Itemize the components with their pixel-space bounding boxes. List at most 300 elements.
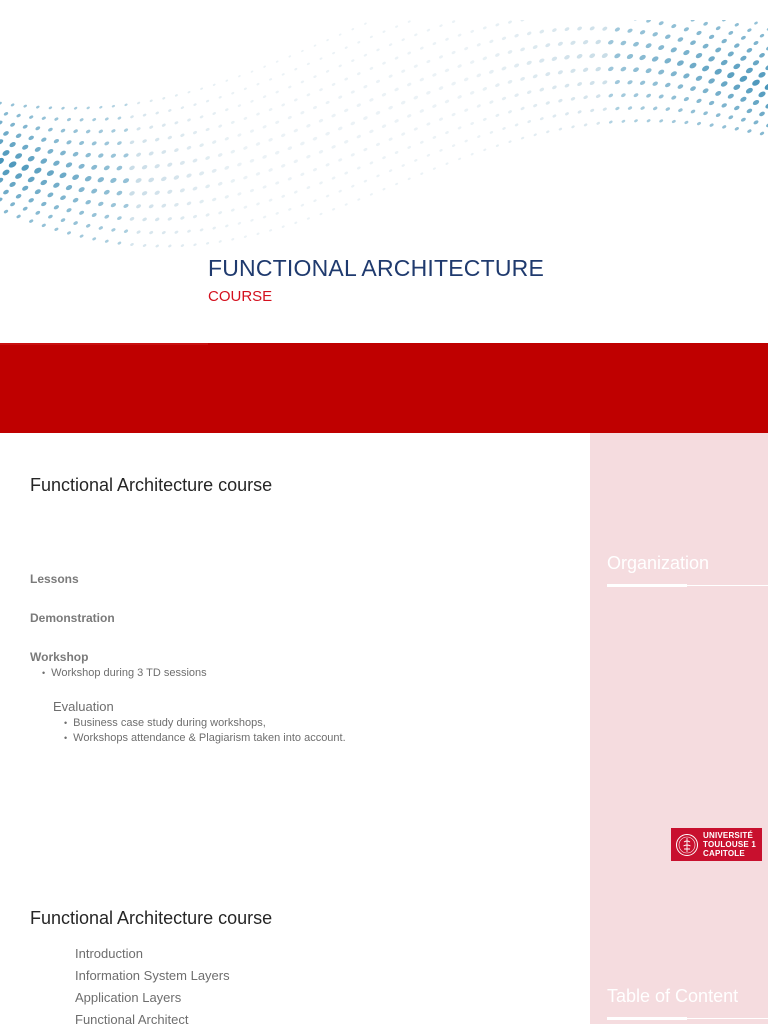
- wave-dot: [205, 127, 210, 131]
- wave-dot: [382, 188, 386, 191]
- wave-dot: [703, 21, 709, 26]
- wave-dot: [230, 178, 236, 183]
- wave-dot: [571, 125, 575, 129]
- wave-dot: [263, 65, 266, 68]
- wave-dot: [602, 26, 608, 32]
- wave-dot: [173, 174, 180, 180]
- wave-dot: [0, 157, 5, 166]
- wave-dot: [501, 96, 506, 101]
- wave-dot: [287, 177, 292, 181]
- wave-dot: [588, 52, 596, 59]
- wave-dot: [192, 130, 197, 135]
- wave-dot: [180, 106, 184, 110]
- wave-dot: [651, 55, 659, 62]
- wave-dot: [670, 70, 678, 77]
- wave-dot: [438, 86, 444, 91]
- wave-dot: [682, 72, 690, 79]
- wave-dot: [312, 105, 317, 109]
- wave-dot: [66, 231, 71, 236]
- wave-dot: [576, 53, 583, 60]
- wave-dot: [627, 28, 634, 34]
- logo-text-line: CAPITOLE: [703, 849, 745, 858]
- wave-dot: [469, 60, 474, 65]
- wave-dot: [759, 131, 765, 136]
- wave-dot: [545, 101, 550, 106]
- wave-dot: [546, 130, 550, 134]
- wave-dot: [558, 98, 563, 103]
- wave-dot: [116, 190, 123, 197]
- wave-dot: [451, 144, 455, 148]
- wave-dot: [175, 94, 179, 97]
- wave-dot: [363, 84, 368, 88]
- wave-dot: [92, 117, 97, 121]
- wave-dot: [256, 112, 261, 116]
- wave-dot: [614, 79, 621, 85]
- wave-dot: [551, 56, 558, 62]
- wave-dot: [275, 90, 279, 94]
- wave-dot: [626, 53, 634, 60]
- wave-dot: [231, 238, 235, 241]
- wave-dot: [319, 212, 323, 215]
- wave-dot: [532, 74, 538, 80]
- wave-dot: [714, 90, 722, 97]
- wave-dot: [338, 95, 343, 99]
- wave-dot: [477, 135, 481, 139]
- wave-dot: [78, 210, 84, 216]
- panel-title: Table of Content: [607, 986, 739, 1006]
- wave-dot: [168, 244, 172, 248]
- wave-dot: [350, 90, 355, 94]
- wave-dot: [601, 52, 609, 59]
- wave-dot: [91, 141, 97, 147]
- wave-dot: [689, 85, 696, 92]
- wave-dot: [658, 94, 664, 100]
- wave-dot: [218, 211, 223, 215]
- panel-divider-accent: [607, 1017, 687, 1020]
- wave-dot: [0, 138, 4, 145]
- wave-dot: [439, 24, 443, 28]
- wave-dot: [495, 83, 501, 88]
- wave-dot: [388, 169, 392, 173]
- wave-dot: [589, 80, 595, 86]
- wave-dot: [676, 59, 685, 67]
- wave-dot: [268, 137, 273, 142]
- wave-dot: [419, 140, 424, 144]
- wave-dot: [130, 115, 135, 119]
- wave-dot: [243, 116, 248, 120]
- wave-dot: [313, 199, 317, 203]
- title-slide: [0, 0, 768, 433]
- wave-dot: [123, 229, 128, 234]
- wave-dot: [464, 139, 468, 143]
- wave-dot: [444, 99, 449, 104]
- wave-dot: [97, 201, 104, 207]
- wave-dot: [104, 141, 110, 146]
- wave-dot: [255, 142, 260, 147]
- wave-dot: [36, 105, 40, 109]
- wave-dot: [527, 120, 532, 124]
- wave-dot: [457, 33, 462, 37]
- wave-dot: [111, 227, 116, 232]
- wave-dot: [414, 33, 418, 37]
- wave-dot: [14, 172, 23, 180]
- wave-dot: [426, 59, 431, 63]
- wave-dot: [21, 144, 29, 151]
- wave-dot: [155, 111, 159, 115]
- wave-dot: [432, 72, 437, 77]
- wave-dot: [463, 77, 469, 82]
- wave-dot: [381, 92, 386, 97]
- wave-dot: [237, 104, 241, 108]
- wave-dot: [696, 98, 703, 104]
- wave-dot: [1, 149, 10, 157]
- wave-dot: [78, 163, 86, 170]
- wave-dot: [9, 141, 17, 148]
- wave-dot: [54, 227, 59, 232]
- wave-dot: [689, 39, 696, 46]
- wave-dot: [262, 125, 267, 129]
- wave-dot: [747, 129, 752, 134]
- wave-dot: [590, 108, 595, 113]
- table-of-content-slide: [0, 866, 768, 1024]
- wave-dot: [325, 131, 331, 136]
- wave-dot: [104, 117, 109, 121]
- wave-dot: [419, 109, 424, 114]
- wave-dot: [557, 69, 563, 75]
- wave-dot: [702, 87, 710, 94]
- wave-dot: [287, 146, 293, 151]
- wave-dot: [86, 106, 90, 110]
- wave-dot: [721, 38, 728, 44]
- logo-text-line: TOULOUSE 1: [703, 840, 756, 849]
- wave-dot: [407, 177, 411, 180]
- wave-dot: [438, 117, 443, 121]
- wave-dot: [268, 108, 273, 112]
- wave-dot: [66, 117, 71, 122]
- wave-dot: [388, 137, 393, 141]
- wave-dot: [269, 229, 273, 232]
- wave-dot: [438, 55, 443, 59]
- wave-dot: [759, 33, 765, 38]
- wave-dot: [21, 185, 29, 192]
- wave-dot: [275, 60, 278, 63]
- wave-dot: [142, 113, 147, 117]
- wave-dot: [753, 120, 759, 126]
- wave-dot: [72, 151, 79, 157]
- wave-dot: [225, 224, 229, 228]
- wave-dot: [533, 103, 538, 108]
- wave-dot: [583, 123, 587, 127]
- wave-dot: [237, 192, 242, 196]
- wave-dot: [16, 113, 21, 118]
- wave-dot: [508, 140, 512, 144]
- wave-dot: [595, 66, 602, 72]
- wave-dot: [205, 213, 210, 217]
- wave-dot: [633, 20, 639, 21]
- wave-dot: [243, 235, 247, 238]
- wave-dot: [514, 123, 519, 127]
- wave-dot: [690, 20, 696, 22]
- wave-dot: [116, 215, 122, 220]
- wave-dot: [180, 133, 185, 138]
- wave-dot: [407, 145, 412, 149]
- wave-dot: [141, 164, 148, 170]
- wave-dot: [205, 155, 211, 160]
- wave-dot: [91, 212, 97, 218]
- wave-dot: [186, 145, 192, 150]
- wave-dot: [179, 160, 185, 166]
- wave-dot: [363, 147, 368, 151]
- wave-dot: [281, 225, 285, 228]
- wave-dot: [249, 188, 254, 192]
- wave-dot: [293, 128, 298, 133]
- wave-dot: [212, 83, 216, 86]
- wave-dot: [458, 157, 462, 160]
- side-panel: [590, 433, 768, 866]
- wave-dot: [690, 109, 696, 114]
- wave-dot: [734, 126, 739, 131]
- wave-dot: [313, 75, 317, 79]
- wave-dot: [275, 212, 279, 216]
- wave-dot: [733, 42, 740, 48]
- wave-dot: [413, 95, 419, 100]
- wave-dot: [34, 146, 42, 153]
- wave-dot: [337, 126, 343, 131]
- wave-dot: [294, 221, 298, 224]
- wave-dot: [22, 206, 28, 212]
- wave-dot: [394, 119, 399, 124]
- wave-dot: [413, 127, 418, 131]
- wave-dot: [338, 158, 343, 162]
- wave-dot: [728, 30, 734, 35]
- wave-dot: [563, 54, 570, 60]
- wave-dot: [532, 44, 538, 50]
- wave-dot: [664, 34, 671, 40]
- wave-dot: [757, 90, 766, 98]
- slide-heading: Functional Architecture course: [30, 475, 273, 495]
- wave-dot: [116, 140, 122, 145]
- wave-dot: [495, 23, 500, 27]
- wave-dot: [332, 51, 336, 54]
- wave-dot: [243, 87, 247, 90]
- wave-dot: [59, 194, 66, 201]
- wave-dot: [432, 167, 436, 170]
- wave-dot: [375, 79, 380, 83]
- wave-dot: [344, 171, 349, 175]
- wave-dot: [199, 115, 204, 119]
- wave-dot: [338, 189, 342, 193]
- wave-dot: [136, 126, 141, 131]
- wave-dot: [2, 130, 9, 136]
- wave-dot: [34, 188, 42, 195]
- wave-dot: [470, 153, 474, 156]
- wave-dot: [614, 27, 621, 33]
- wave-dot: [683, 26, 690, 32]
- wave-dot: [432, 135, 437, 139]
- wave-dot: [343, 108, 348, 113]
- wave-dot: [520, 76, 526, 81]
- wave-dot: [526, 31, 532, 36]
- wave-dot: [577, 26, 583, 31]
- wave-dot: [325, 163, 330, 167]
- wave-dot: [657, 44, 665, 51]
- wave-dot: [351, 184, 355, 188]
- wave-dot: [482, 56, 488, 61]
- wave-dot: [369, 161, 374, 165]
- wave-dot: [60, 217, 66, 222]
- wave-dot: [627, 106, 632, 111]
- wave-dot: [589, 26, 595, 32]
- wave-dot: [300, 172, 305, 176]
- wave-dot: [356, 103, 361, 108]
- wave-dot: [98, 129, 104, 134]
- wave-dot: [212, 112, 216, 116]
- wave-dot: [15, 193, 22, 199]
- wave-dot: [287, 115, 292, 119]
- wave-dot: [73, 221, 79, 226]
- red-band: [0, 343, 768, 433]
- wave-dot: [645, 42, 653, 49]
- wave-dot: [620, 66, 627, 72]
- wave-dot: [262, 95, 266, 99]
- wave-dot: [445, 37, 450, 41]
- wave-dot: [602, 107, 607, 112]
- wave-dot: [356, 166, 361, 170]
- wave-dot: [54, 117, 59, 122]
- wave-dot: [110, 153, 117, 159]
- wave-dot: [179, 188, 185, 194]
- wave-dot: [236, 162, 242, 167]
- wave-dot: [476, 43, 481, 48]
- wave-dot: [33, 166, 42, 174]
- wave-dot: [703, 111, 709, 116]
- wave-dot: [364, 22, 367, 25]
- wave-dot: [695, 75, 703, 82]
- wave-dot: [445, 162, 449, 165]
- wave-dot: [577, 81, 583, 86]
- wave-dot: [577, 110, 582, 114]
- wave-dot: [225, 108, 229, 112]
- wave-dot: [109, 177, 117, 184]
- wave-dot: [306, 217, 310, 220]
- wave-dot: [262, 215, 266, 219]
- workshop-label: Workshop: [30, 650, 89, 664]
- wave-dot: [174, 230, 179, 234]
- wave-dot: [707, 55, 715, 62]
- wave-dot: [85, 223, 91, 228]
- wave-dot: [357, 198, 361, 201]
- wave-dot: [230, 120, 235, 124]
- wave-dot: [199, 199, 205, 204]
- wave-dot: [722, 125, 727, 130]
- wave-dot: [186, 201, 192, 206]
- wave-dot: [513, 63, 519, 69]
- wave-dot: [148, 151, 154, 157]
- wave-dot: [369, 66, 374, 70]
- wave-dot: [664, 57, 673, 65]
- wave-dot: [281, 194, 286, 198]
- wave-dot: [224, 195, 229, 200]
- wave-dot: [98, 226, 104, 231]
- wave-dot: [52, 182, 60, 189]
- wave-dot: [645, 67, 653, 74]
- wave-dot: [350, 121, 356, 126]
- wave-dot: [401, 38, 405, 42]
- wave-dot: [482, 26, 487, 30]
- wave-dot: [3, 209, 9, 214]
- wave-dot: [482, 117, 487, 121]
- wave-dot: [149, 230, 154, 234]
- wave-dot: [331, 144, 336, 149]
- wave-dot: [677, 83, 684, 89]
- wave-dot: [35, 126, 41, 131]
- wave-dot: [376, 48, 380, 52]
- wave-dot: [193, 243, 197, 247]
- wave-dot: [225, 79, 228, 82]
- wave-dot: [745, 67, 754, 75]
- wave-dot: [313, 44, 316, 47]
- wave-dot: [167, 135, 172, 140]
- toc-item: Functional Architect: [75, 1012, 189, 1024]
- wave-dot: [65, 184, 73, 191]
- wave-dot: [60, 128, 66, 133]
- wave-dot: [764, 82, 768, 91]
- wave-dot: [451, 112, 456, 116]
- wave-dot: [130, 242, 135, 246]
- wave-dot: [369, 129, 374, 134]
- wave-dot: [255, 171, 260, 176]
- wave-dot: [116, 165, 123, 172]
- wave-dot: [59, 150, 66, 157]
- wave-dot: [41, 116, 46, 121]
- wave-dot: [639, 80, 646, 86]
- wave-dot: [104, 214, 110, 219]
- wave-dot: [230, 208, 235, 212]
- wave-dot: [15, 133, 22, 139]
- wave-dot: [2, 189, 9, 195]
- wave-dot: [714, 68, 723, 76]
- wave-dot: [350, 153, 355, 157]
- wave-dot: [683, 96, 690, 102]
- wave-dot: [363, 179, 367, 183]
- wave-dot: [551, 85, 557, 90]
- wave-dot: [595, 94, 601, 99]
- wave-dot: [85, 199, 92, 205]
- evaluation-item: • Workshops attendance & Plagiarism taken into account.: [64, 732, 346, 744]
- wave-dot: [696, 30, 703, 36]
- wave-dot: [92, 237, 97, 241]
- wave-dot: [262, 154, 268, 159]
- wave-dot: [318, 118, 323, 123]
- wave-dot: [73, 129, 79, 134]
- wave-dot: [426, 28, 430, 32]
- slide-heading: Functional Architecture course: [30, 908, 273, 928]
- wave-dot: [192, 186, 198, 191]
- wave-dot: [639, 29, 646, 35]
- wave-dot: [306, 123, 311, 128]
- wave-dot: [439, 149, 443, 153]
- wave-dot: [395, 182, 399, 185]
- wave-dot: [111, 128, 116, 133]
- wave-dot: [457, 64, 462, 69]
- wave-dot: [582, 67, 589, 73]
- wave-dot: [764, 102, 768, 109]
- wave-dot: [539, 117, 544, 121]
- wave-dot: [237, 133, 242, 137]
- wave-dot: [394, 87, 399, 92]
- wave-dot: [167, 189, 174, 195]
- wave-dot: [375, 110, 381, 115]
